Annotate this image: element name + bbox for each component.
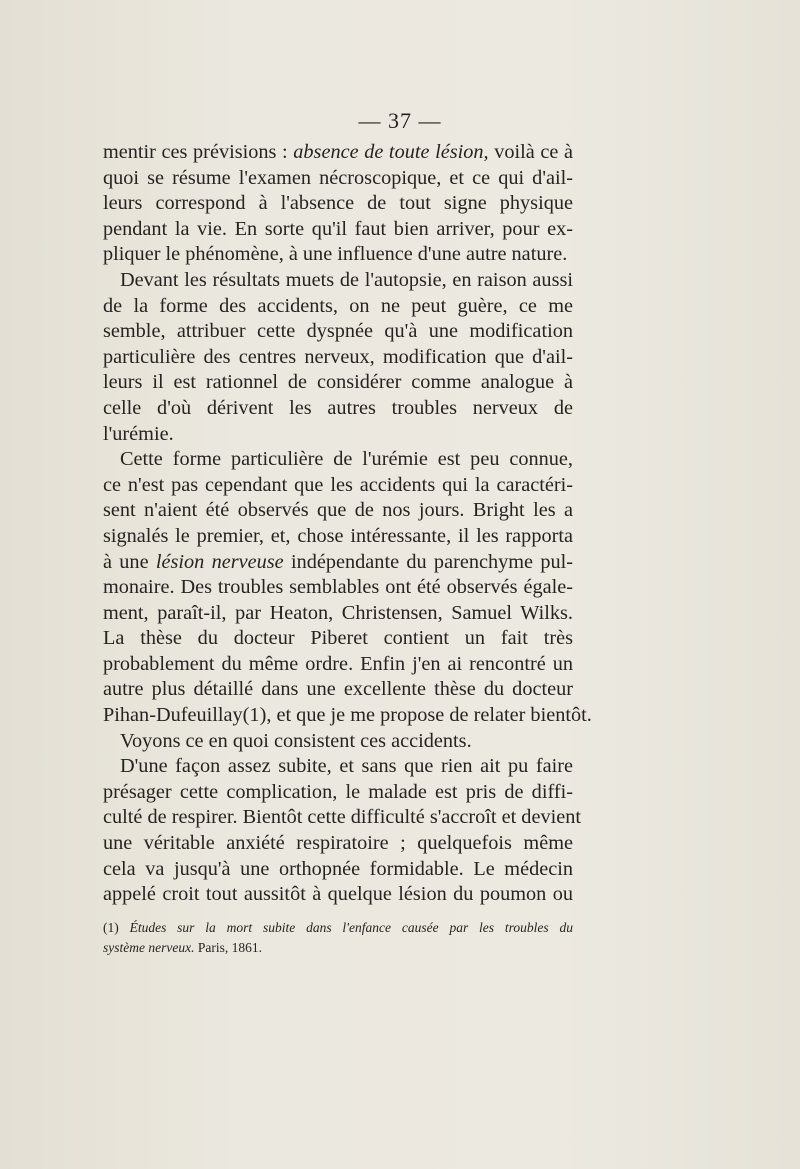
text-line	[103, 422, 573, 448]
text-line	[103, 626, 573, 652]
text-segment: Pihan-Dufeuillay(1), et que je me propose de relater bientôt.	[103, 704, 592, 727]
text-segment: appelé croit tout aussitôt à quelque lésion du poumon ou	[103, 883, 573, 906]
text-segment: signalés le premier, et, chose intéressante, il les rapporta	[103, 524, 573, 547]
text-line	[103, 805, 582, 831]
text-line	[103, 524, 573, 550]
text-line	[103, 754, 573, 780]
text-segment: probablement du même ordre. Enfin j'en ai rencontré un	[103, 652, 573, 675]
text-segment: mentir ces prévisions :	[103, 141, 294, 163]
italic-phrase: absence de toute lésion,	[293, 141, 489, 163]
text-segment: ce n'est pas cependant que les accidents qui la caractéri-	[103, 473, 573, 496]
footnote-title-italic: système nerveux.	[103, 940, 195, 955]
text-line	[103, 217, 573, 243]
text-line	[103, 729, 573, 755]
text-segment: indépendante du parenchyme pul-	[283, 550, 573, 573]
text-segment: celle d'où dérivent les autres troubles nerveux de	[103, 396, 573, 419]
text-segment: leurs il est rationnel de considérer comme analogue à	[103, 371, 573, 394]
footnote-line	[103, 938, 573, 958]
text-segment: voilà ce à	[488, 141, 573, 163]
text-line	[103, 345, 573, 371]
text-segment: de la forme des accidents, on ne peut guère, ce me	[103, 294, 573, 317]
text-segment: Devant les résultats muets de l'autopsie, en raison aussi	[120, 268, 573, 291]
text-segment: leurs correspond à l'absence de tout signe physique	[103, 192, 573, 215]
text-segment: D'une façon assez subite, et sans que rien ait pu faire	[120, 755, 573, 778]
body-text	[103, 140, 592, 908]
text-segment: culté de respirer. Bientôt cette difficulté s'accroît et devient	[103, 806, 582, 829]
text-segment: Cette forme particulière de l'urémie est peu connue,	[120, 448, 573, 471]
text-segment: pendant la vie. En sorte qu'il faut bien arriver, pour ex-	[103, 217, 573, 240]
text-line	[103, 575, 573, 601]
text-segment: monaire. Des troubles semblables ont été observés égale-	[103, 576, 573, 599]
footnote-title-italic: Études sur la mort subite dans l'enfance causée par les troubles du	[129, 920, 573, 935]
text-segment: pliquer le phénomène, à une influence d'une autre nature.	[103, 243, 568, 266]
text-line	[103, 652, 573, 678]
text-line	[103, 166, 573, 192]
text-line	[103, 831, 573, 857]
text-line	[103, 601, 573, 627]
text-line	[103, 882, 573, 908]
text-line	[103, 242, 573, 268]
text-segment: à une	[103, 550, 156, 573]
text-line	[103, 703, 592, 729]
text-line	[103, 268, 573, 294]
text-line	[103, 780, 573, 806]
text-line	[103, 319, 573, 345]
footnote-line	[103, 918, 573, 938]
text-segment: quoi se résume l'examen nécroscopique, et ce qui d'ail-	[103, 166, 573, 189]
text-segment: une véritable anxiété respiratoire ; quelquefois même	[103, 832, 573, 855]
text-segment: ment, paraît-il, par Heaton, Christensen, Samuel Wilks.	[103, 601, 573, 624]
text-line	[103, 191, 573, 217]
text-line	[103, 396, 573, 422]
text-line	[103, 140, 573, 166]
text-segment: cela va jusqu'à une orthopnée formidable. Le médecin	[103, 857, 573, 880]
text-line	[103, 857, 573, 883]
text-segment: La thèse du docteur Piberet contient un fait très	[103, 627, 573, 650]
footnote	[103, 918, 573, 958]
text-segment: autre plus détaillé dans une excellente thèse du docteur	[103, 678, 573, 701]
text-line	[103, 294, 573, 320]
footnote-publication: Paris, 1861.	[194, 940, 262, 955]
text-line	[103, 550, 573, 576]
text-line	[103, 370, 573, 396]
text-segment: particulière des centres nerveux, modification que d'ail-	[103, 345, 573, 368]
italic-phrase: lésion nerveuse	[155, 550, 284, 573]
text-segment: l'urémie.	[103, 422, 174, 445]
text-line	[103, 447, 573, 473]
text-line	[103, 677, 573, 703]
text-segment: Voyons ce en quoi consistent ces accidents.	[120, 729, 472, 752]
text-segment: présager cette complication, le malade est pris de diffi-	[103, 780, 573, 803]
footnote-marker: (1)	[103, 920, 130, 935]
text-segment: semble, attribuer cette dyspnée qu'à une modification	[103, 320, 573, 343]
text-line	[103, 498, 573, 524]
text-line	[103, 473, 573, 499]
text-segment: sent n'aient été observés que de nos jours. Bright les a	[103, 499, 573, 522]
page-number: — 37 —	[358, 108, 442, 133]
